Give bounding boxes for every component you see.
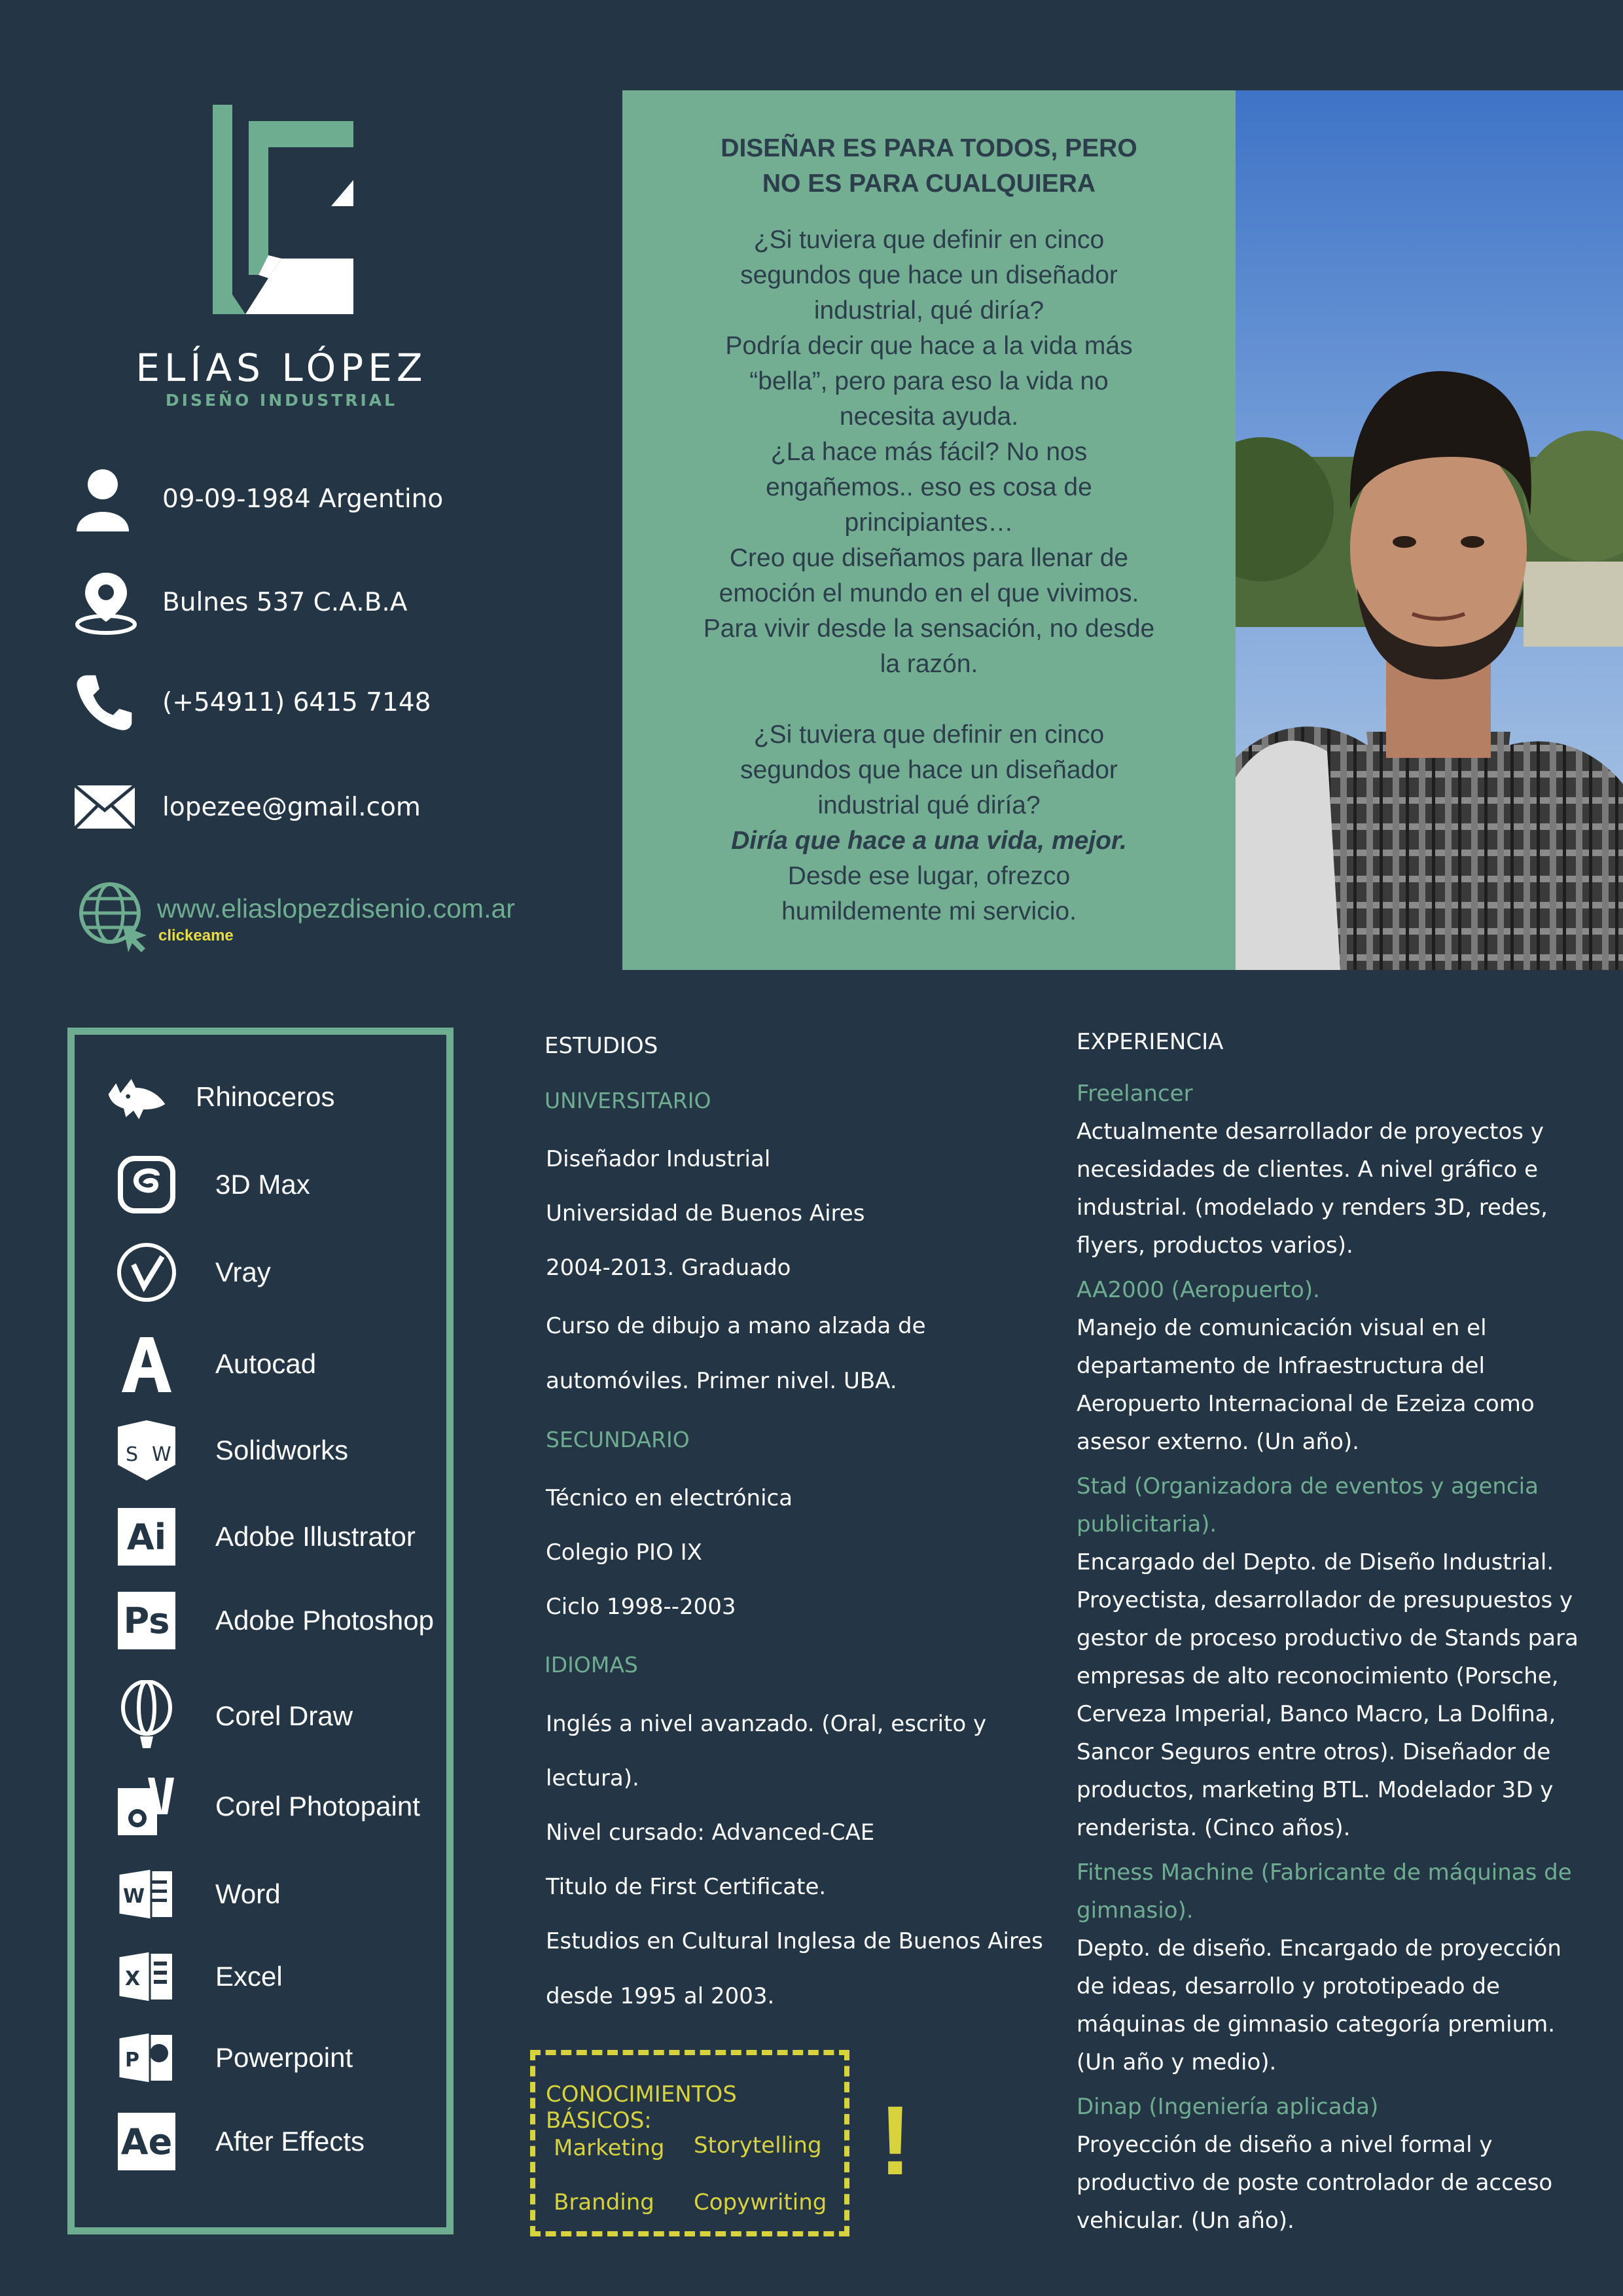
study-line: Universidad de Buenos Aires [546,1200,865,1227]
quote-line: la razón. [880,650,978,678]
contact-address [73,566,597,638]
email-link[interactable]: lopezee@gmail.com [162,792,421,822]
job-description: Encargado del Depto. de Diseño Industrial. Proyectista, desarrollador de presupuestos y gestor de proceso productivo de Stands para empresas de alto reconocimiento (Porsche, Cerveza Imperial, Banco Macro, La Dolfina, Sancor Seguros entre otros). Diseñador de productos, marketing BTL. Modelador 3D y renderista. (Cinco años). [1077,1549,1578,1841]
3dsmax-icon [114,1152,179,1217]
quote-line: Desde ese lugar, ofrezco [787,862,1071,890]
quote-line: Para vivir desde la sensación, no desde [703,615,1155,643]
location-pin-icon [73,566,145,638]
software-label: Powerpoint [215,2042,353,2073]
software-item [114,1858,454,1930]
quote-line: segundos que hace un diseñador [740,756,1118,784]
languages-heading: IDIOMAS [544,1652,638,1677]
quote-line: Creo que diseñamos para llenar de [729,544,1129,572]
job-title: AA2000 (Aeropuerto). [1077,1277,1320,1303]
aftereffects-icon: Ae [114,2109,179,2174]
study-line: Técnico en electrónica [546,1485,793,1511]
envelope-icon [73,771,145,843]
person-role: DISEÑO INDUSTRIAL [165,391,398,410]
job-description: Actualmente desarrollador de proyectos y necesidades de clientes. A nivel gráfico e industrial. (modelado y renders 3D, redes, flyers, productos varios). [1077,1119,1548,1259]
studies-heading: ESTUDIOS [544,1033,658,1059]
quote-line: humildemente mi servicio. [781,897,1077,925]
job-title: Dinap (Ingeniería aplicada) [1077,2094,1379,2120]
software-item [114,1585,454,1657]
basic-knowledge-item: Marketing [554,2135,665,2161]
study-line: automóviles. Primer nivel. UBA. [546,1368,897,1394]
quote-line: ¿Si tuviera que definir en cinco [753,226,1105,254]
person-icon [73,463,145,535]
experience-section [1077,1029,1594,2246]
autocad-icon [114,1331,179,1397]
rhino-icon [104,1064,169,1130]
job-title: Fitness Machine (Fabricante de máquinas de gimnasio). [1077,1859,1572,1924]
quote-line: ¿Si tuviera que definir en cinco [753,721,1105,749]
study-line: Nivel cursado: Advanced-CAE [546,1820,875,1846]
svg-text:P: P [125,2049,139,2072]
person-name: ELÍAS LÓPEZ [135,346,427,390]
phone-text: (+54911) 6415 7148 [162,687,431,717]
study-line: Inglés a nivel avanzado. (Oral, escrito y [546,1711,987,1737]
basic-knowledge-item: Branding [554,2189,654,2215]
vray-icon [114,1240,179,1305]
powerpoint-icon [114,2025,179,2090]
photoshop-icon: Ps [114,1588,179,1653]
quote-line: Podría decir que hace a la vida más [725,332,1133,360]
study-line: Diseñador Industrial [546,1146,771,1172]
software-panel [67,1028,454,2234]
software-label: Autocad [215,1348,317,1379]
svg-text:W: W [123,1885,145,1908]
quote-line: “bella”, pero para eso la vida no [749,367,1109,395]
quote-title [622,131,1236,202]
university-heading: UNIVERSITARIO [544,1088,711,1113]
quote-line: ¿La hace más fácil? No nos [770,438,1088,466]
software-item [114,1770,454,1842]
software-item [114,1941,454,2013]
software-item [114,1149,454,1221]
birth-text: 09-09-1984 Argentino [162,484,444,514]
basic-knowledge-item: Storytelling [694,2132,822,2159]
website-hint: clickeame [158,927,234,944]
svg-text:X: X [125,1967,141,1990]
word-icon [114,1861,179,1927]
photopaint-icon [114,1774,179,1839]
software-label: Rhinoceros [196,1081,335,1112]
study-line: Ciclo 1998--2003 [546,1594,736,1620]
quote-line: principiantes… [844,509,1014,537]
exclamation-icon: ! [879,2085,912,2195]
software-label: Solidworks [215,1435,349,1465]
quote-emphasis: Diría que hace a una vida, mejor. [731,827,1127,855]
job-title: Freelancer [1077,1081,1193,1107]
software-label: Word [215,1878,281,1909]
experience-heading: EXPERIENCIA [1077,1029,1224,1055]
software-label: Adobe Photoshop [215,1605,434,1636]
software-item [114,2106,454,2178]
coreldraw-icon [114,1683,179,1749]
study-line: Curso de dibujo a mano alzada de [546,1313,926,1339]
illustrator-icon: Ai [114,1504,179,1570]
quote-line: necesita ayuda. [839,403,1019,431]
quote-title-line: NO ES PARA CUALQUIERA [762,170,1096,198]
contact-email [73,771,597,843]
study-line: desde 1995 al 2003. [546,1983,775,2009]
excel-icon [114,1944,179,2009]
quote-body [662,223,1196,929]
solidworks-icon [114,1418,179,1483]
quote-line: segundos que hace un diseñador [740,261,1118,289]
study-line: lectura). [546,1765,639,1791]
software-item [114,1680,454,1752]
svg-text:W: W [152,1443,171,1466]
software-item [114,1414,454,1486]
basic-knowledge-heading: CONOCIMIENTOS BÁSICOS: [546,2081,737,2134]
software-item [114,1501,454,1573]
contact-phone [73,666,597,738]
software-item [114,1328,454,1400]
software-label: 3D Max [215,1169,310,1200]
globe-cursor-icon[interactable] [77,880,151,954]
software-label: Corel Photopaint [215,1791,420,1821]
quote-line: engañemos.. eso es cosa de [766,473,1092,501]
quote-panel [622,90,1236,970]
quote-title-line: DISEÑAR ES PARA TODOS, PERO [721,134,1137,162]
software-label: Adobe Illustrator [215,1521,416,1552]
software-label: Corel Draw [215,1700,353,1731]
study-line: Titulo de First Certificate. [546,1874,827,1900]
study-line: Colegio PIO IX [546,1539,702,1566]
logo [196,98,366,327]
software-item [114,2022,454,2094]
quote-line: emoción el mundo en el que vivimos. [719,579,1139,607]
software-label: After Effects [215,2126,365,2157]
job-description: Manejo de comunicación visual en el departamento de Infraestructura del Aeropuerto Internacional de Ezeiza como asesor externo. (Un año). [1077,1315,1535,1455]
basic-knowledge-item: Copywriting [694,2189,827,2215]
study-line: Estudios en Cultural Inglesa de Buenos Aires [546,1928,1043,1954]
job-description: Depto. de diseño. Encargado de proyección de ideas, desarrollo y prototipeado de máquinas de gimnasio categoría premium. (Un año y medio). [1077,1935,1561,2075]
basic-knowledge-box [530,2050,849,2236]
software-item [114,1236,454,1308]
software-label: Excel [215,1961,283,1992]
quote-line: industrial qué diría? [817,791,1041,819]
job-title: Stad (Organizadora de eventos y agencia publicitaria). [1077,1473,1539,1537]
address-text: Bulnes 537 C.A.B.A [162,587,408,617]
quote-line: industrial, qué diría? [813,296,1044,325]
svg-text:S: S [126,1443,139,1466]
software-item [104,1061,444,1133]
secondary-heading: SECUNDARIO [546,1427,690,1452]
job-description: Proyección de diseño a nivel formal y productivo de poste controlador de acceso vehicular. (Un año). [1077,2132,1553,2234]
study-line: 2004-2013. Graduado [546,1255,791,1281]
website-link[interactable]: www.eliaslopezdisenio.com.ar [157,893,515,924]
software-label: Vray [215,1257,271,1287]
profile-photo [1236,90,1623,970]
phone-icon [73,666,145,738]
contact-birth [73,463,597,535]
